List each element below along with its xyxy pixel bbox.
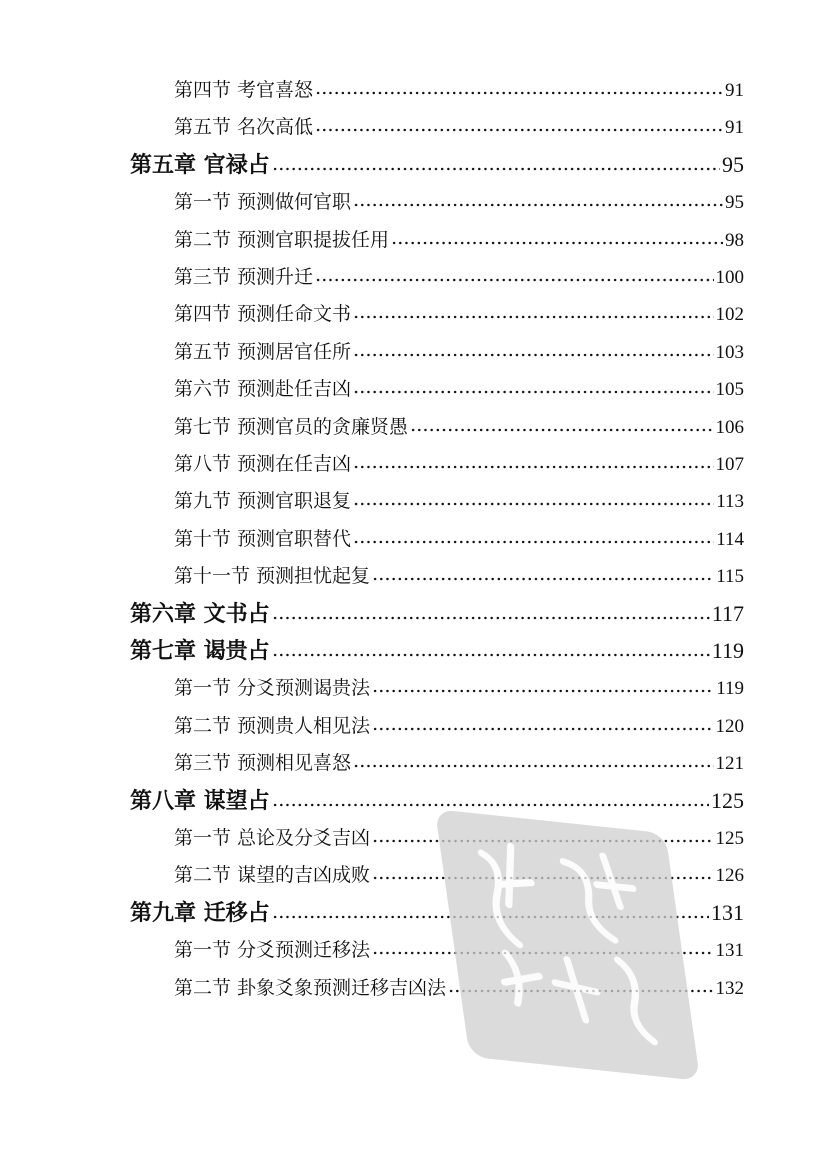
dot-leader (391, 241, 723, 245)
toc-page-number: 106 (715, 416, 744, 438)
toc-entry-title: 第二节 谋望的吉凶成败 (174, 864, 371, 887)
toc-entry-title: 第四节 预测任命文书 (174, 303, 352, 326)
dot-leader (353, 764, 713, 768)
dot-leader (272, 803, 709, 807)
toc-page-number: 126 (715, 865, 744, 887)
dot-leader (353, 465, 713, 469)
toc-entry-title: 第九节 预测官职退复 (174, 490, 352, 513)
toc-entry-title: 第八章 谋望占 (130, 787, 270, 814)
toc-page-number: 115 (716, 566, 744, 588)
toc-page-number: 121 (715, 753, 744, 775)
toc-section-entry (174, 447, 744, 481)
toc-page-number: 102 (715, 304, 744, 326)
toc-entry-title: 第三节 预测相见喜怒 (174, 752, 352, 775)
dot-leader (410, 428, 713, 432)
toc-section-entry (174, 372, 744, 406)
toc-page-number: 131 (715, 940, 744, 962)
dot-leader (272, 616, 710, 620)
dot-leader (353, 540, 714, 544)
toc-page-number: 119 (716, 678, 744, 700)
toc-entry-title: 第八节 预测在任吉凶 (174, 453, 352, 475)
toc-page-number: 125 (711, 787, 744, 813)
toc-entry-title: 第一节 分爻预测谒贵法 (174, 677, 371, 700)
toc-chapter-entry (130, 148, 744, 182)
toc-entry-title: 第十节 预测官职替代 (174, 527, 352, 550)
toc-section-entry (174, 709, 744, 743)
toc-chapter-entry (130, 634, 744, 668)
toc-page-number: 117 (711, 600, 744, 626)
dot-leader (353, 390, 713, 394)
toc-chapter-entry (130, 597, 744, 631)
toc-section-entry (174, 110, 744, 144)
toc-page-number: 91 (725, 117, 744, 139)
dot-leader (315, 278, 713, 282)
toc-section-entry (174, 335, 744, 369)
dot-leader (315, 128, 723, 132)
toc-entry-title: 第六章 文书占 (130, 600, 270, 627)
toc-entry-title: 第一节 分爻预测迁移法 (174, 939, 371, 962)
toc-entry-title: 第四节 考官喜怒 (174, 79, 314, 101)
toc-entry-title: 第一节 总论及分爻吉凶 (174, 827, 371, 849)
toc-section-entry (174, 522, 744, 556)
toc-page-number: 114 (716, 528, 744, 550)
toc-section-entry (174, 671, 744, 705)
toc-page-number: 91 (725, 80, 744, 101)
toc-page-number: 125 (715, 828, 744, 849)
toc-entry-title: 第三节 预测升迁 (174, 266, 314, 288)
toc-entry-title: 第七章 谒贵占 (130, 638, 270, 664)
dot-leader (272, 653, 710, 657)
toc-section-entry (174, 559, 744, 593)
toc-section-entry (174, 260, 744, 294)
toc-entry-title: 第二节 预测官职提拔任用 (174, 228, 390, 251)
toc-page-number: 95 (722, 151, 744, 177)
toc-section-entry (174, 746, 744, 780)
dot-leader (372, 577, 714, 581)
toc-section-entry (174, 484, 744, 518)
toc-section-entry (174, 185, 744, 219)
toc-page-number: 131 (711, 899, 744, 925)
toc-section-entry (174, 410, 744, 444)
toc-entry-title: 第五节 名次高低 (174, 116, 314, 139)
dot-leader (353, 353, 713, 357)
toc-page-number: 120 (715, 715, 744, 737)
toc-page-number: 100 (715, 267, 744, 288)
dot-leader (353, 502, 714, 506)
toc-entry-title: 第五章 官禄占 (130, 151, 270, 178)
toc-page-number: 113 (716, 491, 744, 513)
toc-entry-title: 第七节 预测官员的贪廉贤愚 (174, 415, 409, 438)
toc-page-number: 119 (711, 638, 744, 663)
seal-stamp-glyphs (435, 809, 700, 1081)
toc-entry-title: 第六节 预测赴任吉凶 (174, 378, 352, 401)
dot-leader (372, 689, 714, 693)
toc-entry-title: 第五节 预测居官任所 (174, 340, 352, 363)
toc-page-number: 98 (725, 229, 744, 251)
toc-entry-title: 第二节 卦象爻象预测迁移吉凶法 (174, 976, 447, 999)
toc-entry-title: 第十一节 预测担忧起复 (174, 565, 371, 588)
toc-entry-title: 第一节 预测做何官职 (174, 191, 352, 214)
library-seal-stamp (435, 809, 700, 1081)
toc-page-number: 105 (715, 379, 744, 401)
toc-section-entry (174, 73, 744, 107)
dot-leader (372, 727, 713, 731)
dot-leader (353, 315, 713, 319)
dot-leader (353, 203, 723, 207)
dot-leader (272, 167, 720, 171)
toc-entry-title: 第二节 预测贵人相见法 (174, 714, 371, 737)
toc-section-entry (174, 223, 744, 257)
toc-page-number: 95 (725, 192, 744, 214)
dot-leader (315, 91, 723, 95)
toc-entry-title: 第九章 迁移占 (130, 899, 270, 926)
toc-section-entry (174, 297, 744, 331)
toc-page-number: 107 (715, 454, 744, 475)
toc-page-number: 132 (715, 977, 744, 999)
toc-page-number: 103 (715, 341, 744, 363)
